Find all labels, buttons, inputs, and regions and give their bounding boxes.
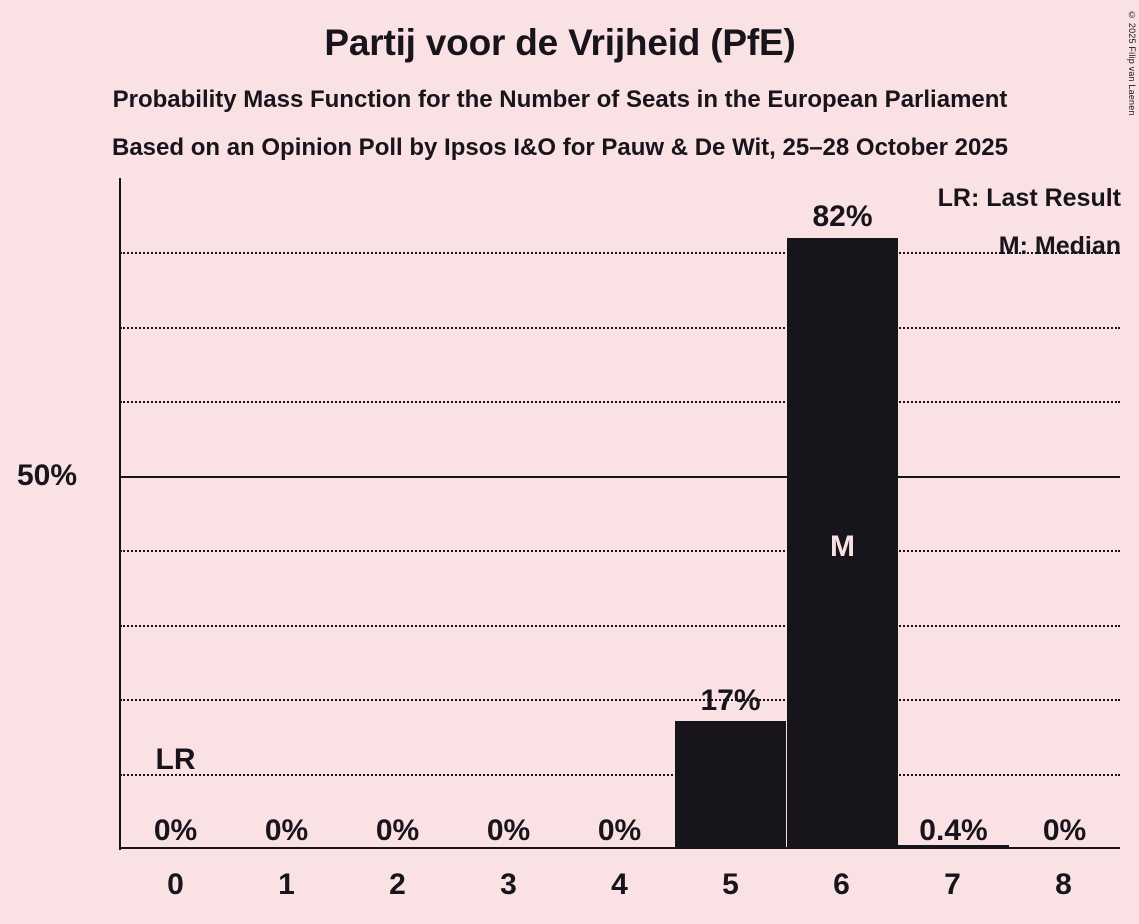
- x-tick-label-6: 6: [833, 868, 850, 901]
- x-tick-label-1: 1: [278, 868, 295, 901]
- x-tick-label-8: 8: [1055, 868, 1072, 901]
- bar-value-seat-5: 17%: [700, 684, 761, 717]
- bar-value-seat-8: 0%: [1042, 814, 1087, 847]
- gridline-30: [120, 625, 1120, 627]
- x-tick-label-2: 2: [389, 868, 406, 901]
- x-tick-label-4: 4: [611, 868, 628, 901]
- gridline-80: [120, 252, 1120, 254]
- legend-last-result: LR: Last Result: [937, 184, 1121, 212]
- gridline-50: [120, 476, 1120, 478]
- bar-seat-5[interactable]: [675, 721, 786, 848]
- gridline-60: [120, 401, 1120, 403]
- bar-value-seat-6: 82%: [812, 200, 873, 233]
- bar-value-seat-4: 0%: [597, 814, 642, 847]
- copyright-notice: © 2025 Filip van Laenen: [1127, 10, 1137, 116]
- chart-subtitle-secondary: Based on an Opinion Poll by Ipsos I&O for Pauw & De Wit, 25–28 October 2025: [112, 134, 1008, 161]
- bar-value-seat-3: 0%: [486, 814, 531, 847]
- marker-last-result: LR: [155, 743, 196, 776]
- x-tick-label-3: 3: [500, 868, 517, 901]
- x-tick-label-0: 0: [167, 868, 184, 901]
- bar-value-seat-2: 0%: [375, 814, 420, 847]
- marker-median: M: [830, 530, 855, 563]
- y-tick-label-50: 50%: [16, 459, 77, 492]
- plot-area: [120, 178, 1120, 848]
- x-tick-label-5: 5: [722, 868, 739, 901]
- bar-value-seat-0: 0%: [153, 814, 198, 847]
- chart-title: Partij voor de Vrijheid (PfE): [324, 22, 796, 63]
- gridline-10: [120, 774, 1120, 776]
- gridline-70: [120, 327, 1120, 329]
- gridline-20: [120, 699, 1120, 701]
- bar-value-seat-7: 0.4%: [919, 814, 988, 847]
- chart-subtitle-primary: Probability Mass Function for the Number of Seats in the European Parliament: [112, 86, 1008, 113]
- gridline-40: [120, 550, 1120, 552]
- x-tick-label-7: 7: [944, 868, 961, 901]
- bar-value-seat-1: 0%: [264, 814, 309, 847]
- legend-median: M: Median: [998, 232, 1121, 260]
